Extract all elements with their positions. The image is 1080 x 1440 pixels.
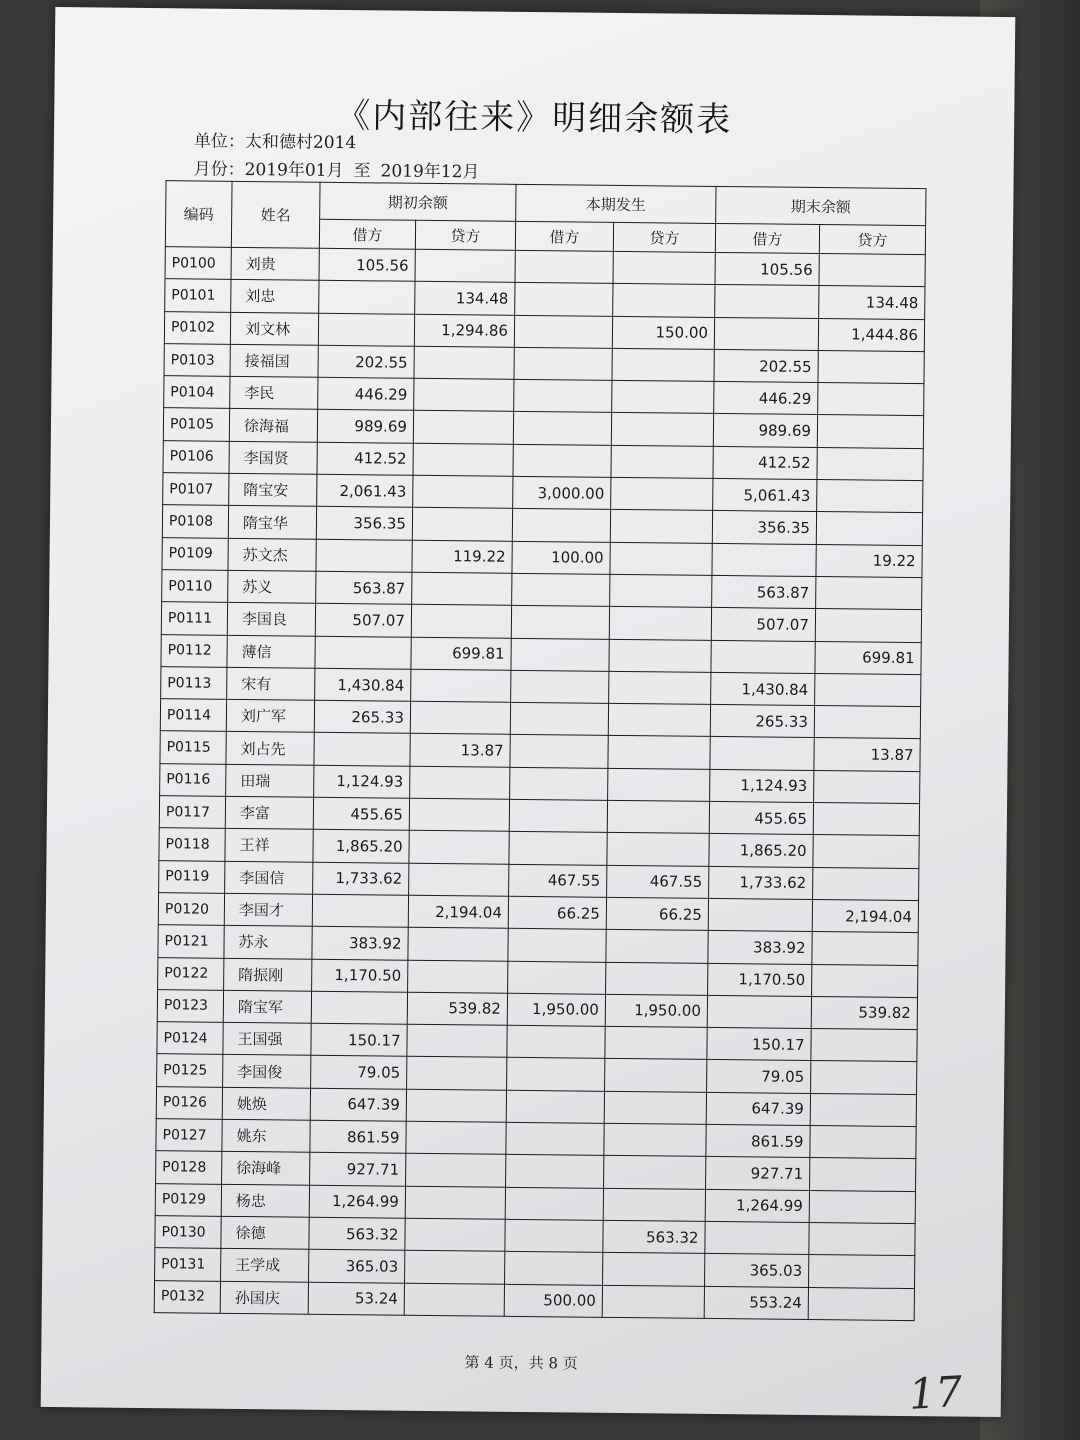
header-opening-debit: 借方 [319, 219, 415, 249]
opening-credit [405, 1250, 505, 1283]
opening-debit: 53.24 [308, 1282, 404, 1315]
current-credit: 563.32 [603, 1220, 705, 1253]
opening-credit [408, 927, 508, 960]
opening-credit [410, 766, 510, 799]
opening-credit [409, 831, 509, 864]
current-debit [508, 961, 606, 994]
closing-credit [809, 1190, 915, 1223]
closing-credit [813, 867, 919, 900]
current-debit [506, 1155, 604, 1188]
opening-credit: 2,194.04 [408, 895, 508, 928]
row-code: P0100 [165, 247, 231, 280]
closing-debit: 150.17 [707, 1028, 811, 1061]
opening-credit [411, 669, 511, 702]
row-name: 薄信 [227, 635, 315, 668]
closing-debit [714, 317, 818, 350]
closing-credit [813, 803, 919, 836]
month-end: 2019年12月 [380, 161, 480, 183]
row-name: 王祥 [225, 829, 313, 862]
row-name: 李国信 [225, 861, 313, 894]
row-code: P0122 [158, 957, 224, 990]
month-to: 至 [353, 161, 371, 182]
current-credit [604, 1123, 706, 1156]
opening-credit [405, 1218, 505, 1251]
opening-debit: 2,061.43 [317, 474, 413, 507]
closing-debit: 1,430.84 [711, 672, 815, 705]
closing-debit [715, 285, 819, 318]
opening-credit: 134.48 [415, 282, 515, 315]
row-code: P0121 [158, 925, 224, 958]
closing-credit: 1,444.86 [818, 318, 924, 351]
row-code: P0105 [163, 408, 229, 441]
closing-credit: 699.81 [815, 641, 921, 674]
closing-debit: 1,264.99 [705, 1189, 809, 1222]
closing-credit [815, 609, 921, 642]
row-code: P0111 [161, 602, 227, 635]
current-credit [609, 639, 711, 672]
current-debit: 66.25 [508, 896, 606, 929]
current-debit [509, 799, 607, 832]
row-code: P0107 [163, 473, 229, 506]
current-credit [605, 1059, 707, 1092]
table-body [154, 247, 925, 1321]
current-credit [610, 510, 712, 543]
row-code: P0110 [162, 570, 228, 603]
row-code: P0113 [161, 667, 227, 700]
closing-credit [809, 1255, 915, 1288]
opening-debit: 1,170.50 [312, 959, 408, 992]
current-debit [510, 735, 608, 768]
row-code: P0120 [158, 893, 224, 926]
opening-credit [411, 605, 511, 638]
closing-debit: 1,865.20 [709, 834, 813, 867]
opening-credit: 699.81 [411, 637, 511, 670]
current-credit [608, 736, 710, 769]
row-name: 姚焕 [222, 1087, 310, 1120]
header-opening-credit: 贷方 [415, 220, 515, 250]
row-code: P0132 [154, 1280, 220, 1313]
closing-credit [809, 1222, 915, 1255]
current-debit [505, 1187, 603, 1220]
row-code: P0126 [156, 1086, 222, 1119]
closing-credit [813, 835, 919, 868]
opening-debit: 383.92 [312, 926, 408, 959]
row-code: P0106 [163, 440, 229, 473]
current-credit [608, 703, 710, 736]
closing-debit: 455.65 [709, 801, 813, 834]
current-debit [505, 1251, 603, 1284]
closing-debit: 265.33 [710, 705, 814, 738]
current-debit [514, 315, 612, 348]
current-credit [604, 1156, 706, 1189]
closing-debit [710, 737, 814, 770]
opening-debit: 1,124.93 [314, 765, 410, 798]
current-credit [602, 1285, 704, 1318]
document-title: 《内部往来》明细余额表 [336, 95, 733, 141]
opening-credit [413, 411, 513, 444]
closing-credit: 19.22 [816, 544, 922, 577]
closing-credit: 539.82 [811, 996, 917, 1029]
opening-debit: 507.07 [315, 604, 411, 637]
header-opening: 期初余额 [320, 182, 516, 221]
opening-credit [406, 1121, 506, 1154]
row-code: P0124 [157, 1022, 223, 1055]
opening-credit [410, 701, 510, 734]
closing-debit: 647.39 [706, 1092, 810, 1125]
current-debit [513, 412, 611, 445]
closing-credit [812, 964, 918, 997]
closing-debit: 1,733.62 [709, 866, 813, 899]
row-name: 徐海福 [229, 409, 317, 442]
row-code: P0114 [160, 699, 226, 732]
opening-credit [406, 1154, 506, 1187]
opening-debit: 265.33 [314, 700, 410, 733]
closing-debit: 365.03 [705, 1254, 809, 1287]
row-code: P0128 [156, 1151, 222, 1184]
opening-debit: 563.32 [309, 1217, 405, 1250]
header-name: 姓名 [231, 181, 320, 248]
closing-debit: 356.35 [712, 511, 816, 544]
current-debit: 3,000.00 [513, 476, 611, 509]
current-credit [612, 348, 714, 381]
row-name: 李国良 [227, 603, 315, 636]
row-name: 刘文林 [230, 312, 318, 345]
row-name: 刘占先 [226, 732, 314, 765]
closing-debit [712, 543, 816, 576]
opening-debit: 1,733.62 [313, 862, 409, 895]
row-code: P0123 [157, 989, 223, 1022]
opening-credit [409, 798, 509, 831]
row-name: 姚东 [222, 1119, 310, 1152]
header-closing-debit: 借方 [715, 223, 819, 253]
opening-credit [412, 572, 512, 605]
current-debit [511, 638, 609, 671]
closing-debit [707, 995, 811, 1028]
closing-debit [708, 898, 812, 931]
opening-debit: 861.59 [310, 1120, 406, 1153]
opening-debit: 356.35 [316, 507, 412, 540]
page-footer: 第 4 页，共 8 页 [464, 1353, 578, 1373]
opening-debit: 927.71 [310, 1153, 406, 1186]
opening-credit: 539.82 [407, 992, 507, 1025]
opening-debit: 365.03 [309, 1249, 405, 1282]
current-debit [506, 1122, 604, 1155]
row-name: 苏义 [228, 570, 316, 603]
opening-credit: 1,294.86 [414, 314, 514, 347]
opening-credit [404, 1283, 504, 1316]
current-debit [507, 1058, 605, 1091]
current-credit [611, 413, 713, 446]
row-name: 李国俊 [223, 1055, 311, 1088]
current-debit [512, 573, 610, 606]
current-credit [603, 1253, 705, 1286]
row-name: 苏文杰 [228, 538, 316, 571]
closing-credit [818, 383, 924, 416]
opening-debit [319, 281, 415, 314]
closing-credit [811, 1061, 917, 1094]
header-code: 编码 [165, 181, 232, 248]
current-debit: 100.00 [512, 541, 610, 574]
closing-credit [811, 1029, 917, 1062]
handwritten-page-number: 17 [907, 1366, 964, 1419]
closing-debit: 1,170.50 [708, 963, 812, 996]
opening-credit [408, 960, 508, 993]
opening-credit: 119.22 [412, 540, 512, 573]
row-name: 徐德 [221, 1216, 309, 1249]
row-name: 王学成 [221, 1249, 309, 1282]
closing-credit: 13.87 [814, 738, 920, 771]
row-name: 苏永 [224, 926, 312, 959]
row-name: 隋宝安 [229, 473, 317, 506]
row-name: 王国强 [223, 1022, 311, 1055]
header-current-credit: 贷方 [613, 222, 715, 252]
row-code: P0115 [160, 731, 226, 764]
opening-debit [316, 539, 412, 572]
row-code: P0127 [156, 1119, 222, 1152]
current-credit [606, 962, 708, 995]
current-debit [514, 347, 612, 380]
current-credit [604, 1091, 706, 1124]
header-current: 本期发生 [516, 184, 716, 223]
closing-credit [816, 512, 922, 545]
opening-debit [314, 733, 410, 766]
current-credit [606, 930, 708, 963]
opening-debit: 647.39 [310, 1088, 406, 1121]
current-debit: 1,950.00 [507, 993, 605, 1026]
row-name: 杨忠 [221, 1184, 309, 1217]
current-debit [509, 832, 607, 865]
current-debit [515, 283, 613, 316]
opening-debit: 446.29 [318, 377, 414, 410]
opening-credit [406, 1089, 506, 1122]
current-credit: 66.25 [606, 897, 708, 930]
closing-credit [814, 770, 920, 803]
opening-credit [414, 378, 514, 411]
closing-credit [810, 1093, 916, 1126]
current-debit: 500.00 [504, 1284, 602, 1317]
opening-debit [311, 991, 407, 1024]
closing-debit: 861.59 [706, 1124, 810, 1157]
current-credit [610, 574, 712, 607]
opening-debit: 563.87 [316, 571, 412, 604]
month-start: 月份：2019年01月 [193, 159, 344, 182]
row-code: P0104 [164, 376, 230, 409]
closing-debit: 446.29 [714, 382, 818, 415]
row-name: 徐海峰 [222, 1152, 310, 1185]
current-debit [511, 670, 609, 703]
row-code: P0103 [164, 344, 230, 377]
row-code: P0119 [159, 860, 225, 893]
closing-debit: 553.24 [704, 1286, 808, 1319]
current-debit [508, 929, 606, 962]
row-code: P0125 [157, 1054, 223, 1087]
current-credit [607, 800, 709, 833]
opening-debit: 989.69 [317, 410, 413, 443]
closing-debit: 383.92 [708, 931, 812, 964]
row-name: 隋振刚 [224, 958, 312, 991]
row-name: 刘忠 [231, 280, 319, 313]
row-name: 隋宝军 [223, 990, 311, 1023]
closing-credit [810, 1158, 916, 1191]
opening-debit [318, 313, 414, 346]
opening-debit: 1,865.20 [313, 830, 409, 863]
row-code: P0108 [162, 505, 228, 538]
table-row [154, 1280, 914, 1320]
row-code: P0102 [164, 311, 230, 344]
current-debit [515, 250, 613, 283]
closing-debit: 5,061.43 [713, 479, 817, 512]
current-debit [512, 509, 610, 542]
row-code: P0129 [155, 1183, 221, 1216]
closing-debit: 412.52 [713, 446, 817, 479]
opening-credit: 13.87 [410, 734, 510, 767]
opening-debit [315, 636, 411, 669]
current-credit [609, 607, 711, 640]
opening-debit: 412.52 [317, 442, 413, 475]
closing-credit [814, 706, 920, 739]
row-code: P0117 [159, 796, 225, 829]
opening-debit [312, 894, 408, 927]
header-closing-credit: 贷方 [819, 225, 925, 255]
current-debit [510, 702, 608, 735]
current-credit [603, 1188, 705, 1221]
opening-credit [409, 863, 509, 896]
opening-credit [412, 508, 512, 541]
row-name: 李国贤 [229, 441, 317, 474]
row-name: 田瑞 [226, 764, 314, 797]
current-credit: 1,950.00 [605, 994, 707, 1027]
opening-credit [405, 1186, 505, 1219]
current-credit [610, 542, 712, 575]
row-code: P0131 [155, 1248, 221, 1281]
closing-debit: 507.07 [711, 608, 815, 641]
row-code: P0112 [161, 634, 227, 667]
current-credit [613, 284, 715, 317]
closing-credit [808, 1287, 914, 1320]
row-name: 孙国庆 [220, 1281, 308, 1314]
closing-credit [817, 480, 923, 513]
current-debit: 467.55 [509, 864, 607, 897]
closing-debit: 927.71 [706, 1157, 810, 1190]
current-credit [607, 833, 709, 866]
paper-sheet [41, 7, 1016, 1417]
row-name: 刘广军 [226, 699, 314, 732]
row-name: 刘贵 [231, 247, 319, 280]
row-code: P0130 [155, 1216, 221, 1249]
closing-credit [819, 254, 925, 287]
current-credit: 150.00 [612, 316, 714, 349]
closing-credit [816, 576, 922, 609]
closing-credit: 2,194.04 [812, 899, 918, 932]
opening-credit [415, 249, 515, 282]
opening-debit: 202.55 [318, 345, 414, 378]
closing-credit [810, 1125, 916, 1158]
opening-debit: 79.05 [311, 1056, 407, 1089]
closing-credit: 134.48 [819, 286, 925, 319]
unit-line: 单位：太和德村2014 [193, 131, 357, 154]
closing-credit [817, 415, 923, 448]
current-credit [613, 251, 715, 284]
opening-credit [413, 443, 513, 476]
current-credit [611, 477, 713, 510]
closing-debit [711, 640, 815, 673]
row-name: 李民 [230, 377, 318, 410]
current-credit [609, 671, 711, 704]
current-credit: 467.55 [607, 865, 709, 898]
opening-debit: 1,430.84 [315, 668, 411, 701]
current-debit [506, 1090, 604, 1123]
balance-table [154, 180, 927, 1321]
closing-debit: 1,124.93 [710, 769, 814, 802]
opening-credit [413, 475, 513, 508]
current-credit [612, 381, 714, 414]
month-line [194, 154, 480, 182]
current-debit [505, 1219, 603, 1252]
closing-credit [815, 673, 921, 706]
opening-credit [414, 346, 514, 379]
row-code: P0101 [165, 279, 231, 312]
closing-credit [812, 932, 918, 965]
opening-debit: 455.65 [313, 797, 409, 830]
current-debit [513, 444, 611, 477]
row-code: P0118 [159, 828, 225, 861]
row-name: 李富 [225, 796, 313, 829]
current-debit [511, 606, 609, 639]
header-current-debit: 借方 [515, 221, 613, 251]
opening-credit [407, 1057, 507, 1090]
current-debit [507, 1025, 605, 1058]
row-name: 李国才 [224, 893, 312, 926]
closing-debit: 989.69 [713, 414, 817, 447]
closing-credit [818, 350, 924, 383]
current-credit [611, 445, 713, 478]
opening-debit: 150.17 [311, 1023, 407, 1056]
closing-debit: 105.56 [715, 252, 819, 285]
current-credit [608, 768, 710, 801]
row-code: P0116 [160, 763, 226, 796]
current-debit [514, 380, 612, 413]
closing-debit: 563.87 [712, 575, 816, 608]
opening-credit [407, 1024, 507, 1057]
opening-debit: 1,264.99 [309, 1185, 405, 1218]
closing-debit [705, 1221, 809, 1254]
opening-debit: 105.56 [319, 248, 415, 281]
header-closing: 期末余额 [716, 186, 926, 225]
current-credit [605, 1026, 707, 1059]
row-name: 隋宝华 [228, 506, 316, 539]
closing-credit [817, 447, 923, 480]
row-name: 接福国 [230, 344, 318, 377]
row-name: 宋有 [227, 667, 315, 700]
current-debit [510, 767, 608, 800]
row-code: P0109 [162, 537, 228, 570]
closing-debit: 79.05 [707, 1060, 811, 1093]
closing-debit: 202.55 [714, 349, 818, 382]
